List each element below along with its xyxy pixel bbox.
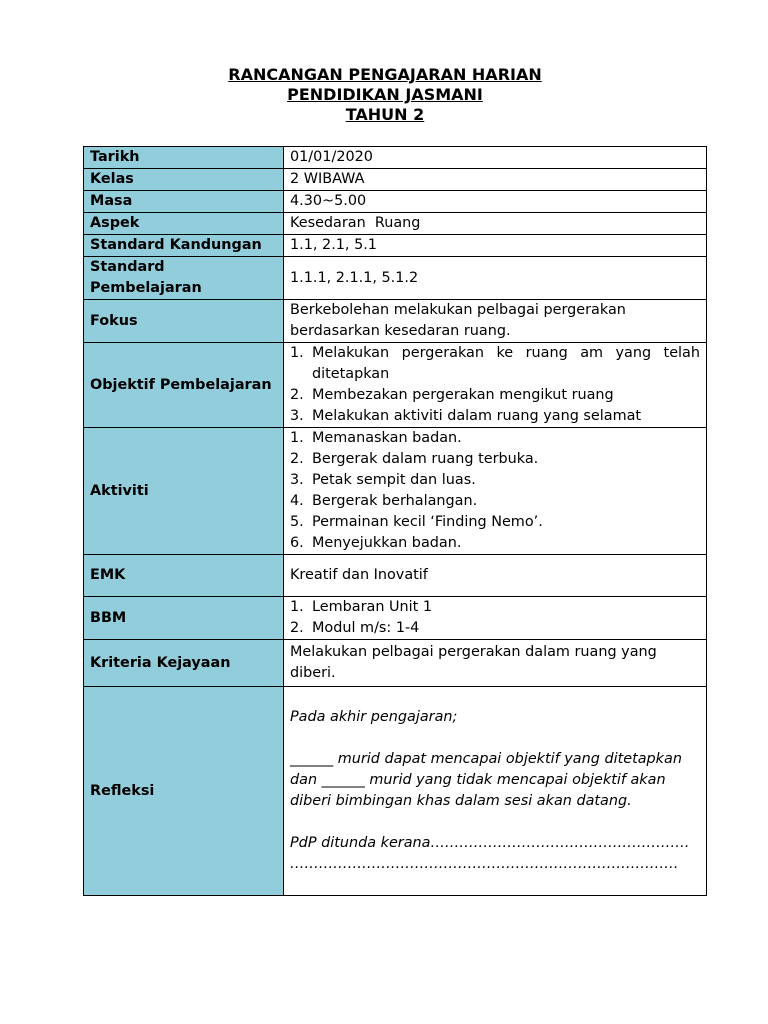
- bbm-list: [290, 597, 700, 639]
- row-kriteria: [84, 640, 707, 687]
- label-tarikh: Tarikh: [84, 147, 284, 169]
- value-tarikh: 01/01/2020: [284, 147, 707, 169]
- refleksi-intro: Pada akhir pengajaran;: [290, 709, 458, 725]
- list-item: 2. Membezakan pergerakan mengikut ruang: [290, 387, 614, 403]
- list-item: 3. Melakukan aktiviti dalam ruang yang selamat: [290, 408, 642, 424]
- value-masa: 4.30~5.00: [284, 191, 707, 213]
- list-item: 4. Bergerak berhalangan.: [290, 493, 478, 509]
- title-line-3: TAHUN 2: [345, 105, 425, 124]
- list-item: 2. Bergerak dalam ruang terbuka.: [290, 451, 539, 467]
- label-fokus: Fokus: [84, 300, 284, 343]
- row-standard-pembelajaran: [84, 257, 707, 300]
- row-masa: [84, 191, 707, 213]
- label-masa: Masa: [84, 191, 284, 213]
- title-line-2: PENDIDIKAN JASMANI: [287, 85, 483, 104]
- list-item: 6. Menyejukkan badan.: [290, 535, 462, 551]
- objektif-list: [290, 343, 700, 427]
- spacer: [290, 812, 700, 833]
- row-fokus: [84, 300, 707, 343]
- list-item: 3. Petak sempit dan luas.: [290, 472, 476, 488]
- label-objektif: Objektif Pembelajaran: [84, 343, 284, 428]
- value-emk: Kreatif dan Inovatif: [284, 555, 707, 597]
- value-fokus: Berkebolehan melakukan pelbagai pergerakan berdasarkan kesedaran ruang.: [284, 300, 707, 343]
- label-standard-pembelajaran: Standard Pembelajaran: [84, 257, 284, 300]
- label-aktiviti: Aktiviti: [84, 428, 284, 555]
- lesson-plan-table: [83, 146, 707, 896]
- label-aspek: Aspek: [84, 213, 284, 235]
- value-standard-pembelajaran: 1.1.1, 2.1.1, 5.1.2: [284, 257, 707, 300]
- value-kelas: 2 WIBAWA: [284, 169, 707, 191]
- refleksi-pdp-line-2: ………………………………………………………………………: [290, 856, 679, 872]
- value-aspek: Kesedaran Ruang: [284, 213, 707, 235]
- row-aspek: [84, 213, 707, 235]
- list-item: 2. Modul m/s: 1-4: [290, 620, 420, 636]
- list-item: 1. Melakukan pergerakan ke ruang am yang telah ditetapkan: [290, 345, 700, 382]
- aktiviti-list: [290, 428, 700, 554]
- title-line-1: RANCANGAN PENGAJARAN HARIAN: [228, 65, 542, 84]
- row-bbm: [84, 597, 707, 640]
- value-standard-kandungan: 1.1, 2.1, 5.1: [284, 235, 707, 257]
- label-kriteria: Kriteria Kejayaan: [84, 640, 284, 687]
- label-standard-kandungan: Standard Kandungan: [84, 235, 284, 257]
- row-tarikh: [84, 147, 707, 169]
- row-objektif: [84, 343, 707, 428]
- row-refleksi: [84, 687, 707, 896]
- label-bbm: BBM: [84, 597, 284, 640]
- refleksi-body: ______ murid dapat mencapai objektif yang ditetapkan dan ______ murid yang tidak mencapai objektif akan diberi bimbingan khas dalam sesi akan datang.: [290, 751, 682, 809]
- document-title: [0, 65, 768, 125]
- list-item: 5. Permainan kecil ‘Finding Nemo’.: [290, 514, 543, 530]
- value-bbm: [284, 597, 707, 640]
- spacer: [290, 728, 700, 749]
- value-refleksi: [284, 687, 707, 896]
- list-item: 1. Lembaran Unit 1: [290, 599, 433, 615]
- label-kelas: Kelas: [84, 169, 284, 191]
- label-emk: EMK: [84, 555, 284, 597]
- row-kelas: [84, 169, 707, 191]
- list-item: 1. Memanaskan badan.: [290, 430, 462, 446]
- row-emk: [84, 555, 707, 597]
- row-standard-kandungan: [84, 235, 707, 257]
- row-aktiviti: [84, 428, 707, 555]
- value-aktiviti: [284, 428, 707, 555]
- value-kriteria: Melakukan pelbagai pergerakan dalam ruang yang diberi.: [284, 640, 707, 687]
- value-objektif: [284, 343, 707, 428]
- label-refleksi: Refleksi: [84, 687, 284, 896]
- refleksi-pdp-line-1: PdP ditunda kerana………………………………………………: [290, 835, 690, 851]
